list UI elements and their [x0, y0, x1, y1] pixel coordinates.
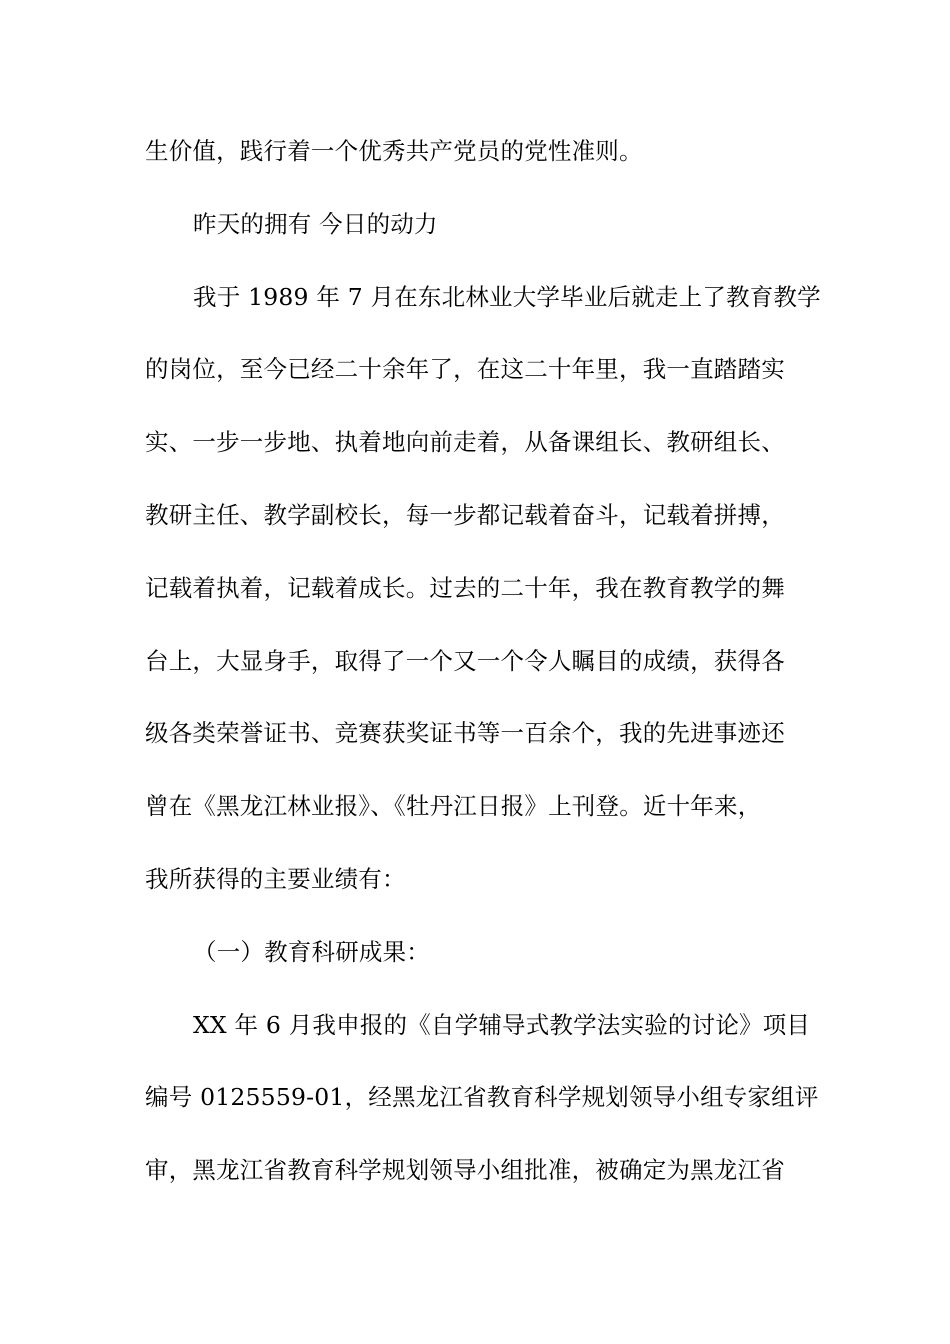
document-body	[145, 128, 821, 1220]
section-heading: 昨天的拥有 今日的动力	[193, 209, 438, 238]
paragraph-line: 我于 1989 年 7 月在东北林业大学毕业后就走上了教育教学	[193, 282, 821, 311]
paragraph-line: 级各类荣誉证书、竞赛获奖证书等一百余个，我的先进事迹还	[145, 719, 785, 748]
paragraph-line: 实、一步一步地、执着地向前走着，从备课组长、教研组长、	[145, 428, 785, 457]
paragraph-line: 教研主任、教学副校长，每一步都记载着奋斗，记载着拼搏，	[145, 500, 785, 529]
paragraph-line: 记载着执着，记载着成长。过去的二十年，我在教育教学的舞	[145, 573, 785, 602]
subsection-heading: （一）教育科研成果：	[193, 937, 430, 966]
paragraph-line: 生价值，践行着一个优秀共产党员的党性准则。	[145, 137, 643, 165]
paragraph-line: 台上，大显身手，取得了一个又一个令人瞩目的成绩，获得各	[145, 646, 785, 675]
paragraph-line: XX 年 6 月我申报的《自学辅导式教学法实验的讨论》项目	[193, 1010, 811, 1039]
paragraph-line: 审，黑龙江省教育科学规划领导小组批准，被确定为黑龙江省	[145, 1156, 785, 1185]
paragraph-line: 编号 0125559-01，经黑龙江省教育科学规划领导小组专家组评	[145, 1083, 819, 1112]
paragraph-line: 曾在《黑龙江林业报》、《牡丹江日报》上刊登。近十年来，	[145, 792, 762, 821]
paragraph-line: 的岗位，至今已经二十余年了，在这二十年里，我一直踏踏实	[145, 355, 785, 384]
paragraph-line: 我所获得的主要业绩有：	[145, 864, 406, 893]
